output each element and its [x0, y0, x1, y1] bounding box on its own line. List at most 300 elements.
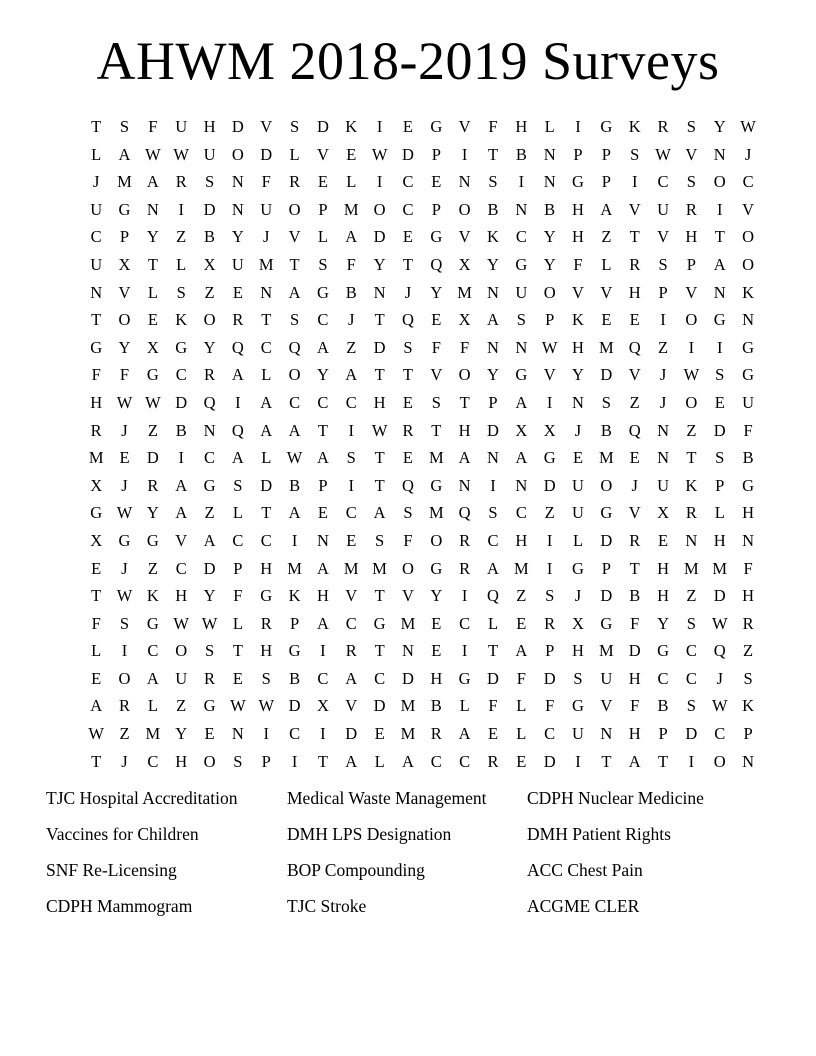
grid-cell: F — [91, 365, 101, 385]
grid-cell: E — [317, 172, 328, 192]
grid-cell: A — [231, 365, 244, 385]
grid-cell: R — [204, 668, 216, 688]
grid-cell: C — [657, 668, 669, 688]
grid-cell: I — [178, 448, 184, 468]
grid-cell: P — [658, 282, 668, 302]
grid-cell: T — [402, 365, 413, 385]
grid-cell: A — [118, 144, 131, 164]
grid-cell: L — [232, 613, 243, 633]
grid-cell: M — [400, 696, 416, 716]
grid-cell: Z — [204, 503, 215, 523]
grid-cell: Q — [401, 310, 414, 330]
grid-cell: W — [88, 724, 104, 744]
grid-cell: J — [121, 420, 128, 440]
grid-cell: R — [175, 172, 187, 192]
grid-cell: Z — [544, 503, 555, 523]
grid-cell: S — [375, 530, 385, 550]
grid-cell: W — [173, 613, 189, 633]
grid-cell: K — [742, 696, 755, 716]
grid-row — [82, 444, 762, 472]
grid-cell: V — [458, 117, 471, 136]
grid-cell: E — [402, 448, 413, 468]
grid-cell: N — [203, 420, 216, 440]
grid-row — [82, 499, 762, 527]
grid-cell: I — [631, 172, 638, 192]
grid-cell: A — [231, 448, 244, 468]
grid-row — [82, 334, 762, 362]
grid-cell: Q — [713, 641, 726, 661]
grid-cell: R — [629, 530, 641, 550]
grid-cell: C — [345, 503, 357, 523]
grid-cell: A — [260, 420, 273, 440]
grid-row — [82, 196, 762, 224]
grid-cell: Z — [346, 337, 357, 357]
grid-cell: I — [320, 724, 326, 744]
grid-cell: P — [601, 144, 611, 164]
grid-cell: J — [348, 310, 355, 330]
grid-cell: B — [600, 420, 612, 440]
grid-cell: P — [431, 199, 441, 219]
grid-cell: A — [316, 448, 329, 468]
grid-cell: J — [404, 282, 412, 302]
grid-cell: P — [686, 254, 696, 274]
grid-cell: T — [374, 365, 385, 385]
word-list-item: Medical Waste Management — [287, 788, 487, 808]
grid-row — [82, 168, 762, 196]
word-list-item: SNF Re-Licensing — [46, 860, 177, 880]
grid-cell: P — [601, 172, 611, 192]
grid-cell: X — [118, 254, 131, 274]
grid-cell: P — [289, 613, 300, 633]
grid-cell: W — [740, 117, 756, 136]
grid-cell: K — [146, 586, 159, 606]
grid-cell: W — [116, 503, 133, 523]
grid-cell: E — [516, 613, 527, 633]
grid-cell: V — [742, 199, 755, 219]
grid-cell: M — [145, 724, 161, 744]
grid-cell: H — [572, 641, 584, 661]
grid-cell: L — [601, 254, 612, 274]
grid-cell: H — [175, 586, 188, 606]
grid-cell: E — [147, 310, 158, 330]
grid-cell: R — [742, 613, 754, 633]
grid-cell: T — [232, 641, 243, 661]
grid-cell: G — [600, 613, 613, 633]
grid-cell: W — [145, 144, 161, 164]
grid-cell: C — [459, 751, 471, 771]
grid-cell: O — [203, 751, 216, 771]
grid-cell: O — [713, 751, 726, 771]
grid-cell: M — [428, 448, 444, 468]
grid-cell: L — [374, 751, 385, 771]
grid-cell: C — [345, 392, 357, 412]
grid-cell: X — [90, 475, 103, 495]
grid-cell: R — [147, 475, 159, 495]
grid-cell: W — [655, 144, 671, 164]
grid-cell: C — [685, 641, 697, 661]
grid-cell: N — [90, 282, 103, 302]
grid-cell: S — [233, 475, 243, 495]
grid-cell: T — [91, 751, 102, 771]
grid-cell: A — [260, 392, 273, 412]
grid-cell: D — [260, 144, 273, 164]
grid-cell: U — [742, 392, 755, 412]
grid-cell: X — [316, 696, 329, 716]
grid-cell: C — [317, 392, 329, 412]
grid-cell: S — [686, 117, 696, 136]
word-list-item: TJC Hospital Accreditation — [46, 788, 238, 808]
grid-cell: N — [487, 448, 499, 468]
grid-cell: G — [118, 530, 131, 550]
grid-cell: H — [572, 199, 584, 219]
grid-cell: D — [345, 724, 358, 744]
grid-cell: U — [231, 254, 244, 274]
grid-cell: A — [175, 503, 188, 523]
grid-cell: T — [629, 558, 640, 578]
grid-cell: O — [175, 641, 188, 661]
grid-cell: A — [345, 751, 358, 771]
grid-cell: A — [288, 420, 301, 440]
grid-cell: T — [261, 310, 272, 330]
grid-cell: J — [263, 227, 270, 247]
grid-cell: S — [686, 696, 696, 716]
grid-cell: J — [659, 392, 667, 412]
grid-cell: O — [118, 310, 131, 330]
grid-cell: F — [573, 254, 583, 274]
grid-cell: T — [629, 227, 640, 247]
word-list-item: Vaccines for Children — [46, 824, 199, 844]
grid-cell: T — [402, 254, 413, 274]
grid-cell: O — [458, 199, 471, 219]
grid-cell: G — [316, 282, 329, 302]
grid-cell: N — [487, 282, 499, 302]
grid-cell: D — [373, 227, 386, 247]
grid-row — [82, 692, 762, 720]
grid-cell: V — [260, 117, 273, 136]
grid-cell: Z — [204, 282, 215, 302]
grid-cell: W — [371, 420, 388, 440]
grid-cell: X — [543, 420, 556, 440]
grid-cell: O — [742, 254, 755, 274]
grid-cell: U — [260, 199, 273, 219]
grid-cell: N — [231, 172, 244, 192]
grid-cell: G — [146, 613, 159, 633]
grid-cell: E — [402, 392, 413, 412]
grid-cell: D — [713, 586, 726, 606]
grid-cell: D — [373, 337, 386, 357]
grid-cell: R — [204, 365, 216, 385]
grid-cell: J — [659, 365, 667, 385]
grid-cell: N — [713, 144, 726, 164]
grid-cell: O — [288, 365, 301, 385]
grid-cell: E — [317, 503, 328, 523]
grid-cell: S — [289, 310, 300, 330]
grid-cell: G — [458, 668, 471, 688]
grid-cell: E — [516, 751, 527, 771]
grid-cell: T — [601, 751, 612, 771]
grid-cell: T — [91, 310, 102, 330]
grid-cell: N — [742, 310, 755, 330]
grid-cell: E — [658, 530, 669, 550]
grid-cell: G — [572, 558, 584, 578]
grid-cell: T — [289, 254, 300, 274]
grid-cell: K — [685, 475, 698, 495]
grid-cell: G — [203, 475, 216, 495]
grid-cell: E — [374, 724, 385, 744]
grid-cell: P — [545, 310, 555, 330]
grid-cell: A — [203, 530, 216, 550]
grid-cell: C — [90, 227, 102, 247]
grid-cell: R — [459, 530, 471, 550]
grid-cell: S — [176, 282, 186, 302]
grid-cell: W — [683, 365, 700, 385]
grid-cell: P — [318, 475, 328, 495]
grid-cell: E — [629, 310, 640, 330]
grid-cell: D — [543, 475, 556, 495]
grid-cell: Q — [401, 475, 414, 495]
grid-cell: S — [346, 448, 356, 468]
grid-cell: W — [116, 392, 133, 412]
grid-cell: S — [431, 392, 441, 412]
grid-cell: V — [118, 282, 131, 302]
grid-cell: Y — [430, 282, 443, 302]
grid-cell: C — [204, 448, 216, 468]
grid-cell: N — [657, 420, 669, 440]
grid-cell: R — [345, 641, 357, 661]
grid-cell: V — [543, 365, 556, 385]
grid-cell: N — [742, 530, 755, 550]
grid-cell: W — [371, 144, 388, 164]
grid-cell: H — [713, 530, 726, 550]
grid-cell: O — [713, 172, 726, 192]
grid-cell: B — [515, 144, 527, 164]
grid-cell: M — [343, 199, 359, 219]
grid-row — [82, 417, 762, 445]
grid-cell: L — [91, 641, 102, 661]
grid-cell: A — [175, 475, 188, 495]
grid-cell: R — [629, 254, 641, 274]
word-list-item: TJC Stroke — [287, 896, 367, 916]
grid-cell: C — [487, 530, 499, 550]
grid-cell: B — [289, 475, 301, 495]
grid-cell: U — [657, 475, 669, 495]
grid-row — [82, 141, 762, 169]
grid-cell: R — [90, 420, 102, 440]
grid-cell: L — [572, 530, 584, 550]
grid-cell: C — [289, 392, 301, 412]
grid-cell: V — [600, 282, 613, 302]
grid-cell: R — [657, 117, 669, 136]
grid-cell: A — [90, 696, 103, 716]
grid-cell: G — [118, 199, 131, 219]
grid-cell: T — [374, 586, 385, 606]
grid-cell: S — [403, 337, 413, 357]
grid-cell: F — [488, 696, 498, 716]
word-list-item: ACC Chest Pain — [527, 860, 643, 880]
grid-cell: H — [742, 503, 755, 523]
grid-cell: N — [458, 475, 471, 495]
grid-cell: Y — [175, 724, 188, 744]
grid-cell: Y — [316, 365, 329, 385]
grid-cell: G — [742, 337, 755, 357]
grid-cell: R — [260, 613, 272, 633]
grid-cell: B — [204, 227, 216, 247]
grid-cell: Z — [176, 696, 187, 716]
word-list-item: DMH LPS Designation — [287, 824, 452, 844]
grid-cell: A — [515, 448, 528, 468]
grid-cell: L — [487, 613, 499, 633]
grid-cell: E — [431, 641, 442, 661]
grid-cell: L — [516, 724, 527, 744]
grid-cell: S — [204, 641, 215, 661]
grid-cell: E — [487, 724, 499, 744]
grid-cell: U — [572, 503, 584, 523]
grid-cell: D — [543, 751, 556, 771]
grid-row — [82, 223, 762, 251]
grid-cell: N — [515, 199, 528, 219]
grid-cell: A — [515, 641, 528, 661]
grid-cell: Q — [458, 503, 471, 523]
grid-cell: Z — [119, 724, 130, 744]
grid-cell: Z — [516, 586, 527, 606]
grid-cell: B — [289, 668, 301, 688]
grid-cell: H — [742, 586, 755, 606]
grid-cell: W — [711, 613, 728, 633]
grid-cell: U — [657, 199, 669, 219]
grid-cell: M — [287, 558, 302, 578]
grid-cell: J — [744, 144, 752, 164]
grid-cell: N — [401, 641, 414, 661]
grid-cell: P — [658, 724, 668, 744]
grid-cell: W — [201, 613, 218, 633]
grid-cell: I — [716, 199, 723, 219]
grid-cell: V — [685, 282, 698, 302]
grid-cell: E — [402, 227, 413, 247]
grid-cell: C — [175, 365, 187, 385]
grid-cell: H — [260, 558, 273, 578]
grid-cell: T — [658, 751, 669, 771]
grid-cell: S — [686, 172, 696, 192]
grid-row — [82, 748, 762, 776]
grid-cell: H — [657, 586, 669, 606]
grid-cell: G — [600, 503, 613, 523]
grid-cell: T — [374, 448, 385, 468]
grid-cell: A — [316, 613, 329, 633]
grid-cell: S — [289, 117, 300, 136]
grid-cell: N — [742, 751, 755, 771]
grid-cell: A — [316, 558, 329, 578]
grid-cell: E — [232, 282, 243, 302]
grid-cell: V — [628, 365, 641, 385]
grid-cell: W — [541, 337, 558, 357]
grid-cell: F — [233, 586, 243, 606]
grid-cell: I — [575, 751, 581, 771]
grid-cell: N — [260, 282, 273, 302]
grid-cell: U — [515, 282, 528, 302]
grid-cell: M — [599, 337, 614, 357]
grid-cell: W — [116, 586, 133, 606]
grid-cell: V — [316, 144, 329, 164]
grid-cell: O — [288, 199, 301, 219]
grid-cell: N — [458, 172, 471, 192]
grid-cell: K — [288, 586, 301, 606]
grid-cell: T — [374, 475, 385, 495]
grid-cell: E — [346, 530, 357, 550]
grid-cell: O — [685, 310, 698, 330]
grid-cell: F — [743, 420, 753, 440]
grid-cell: T — [91, 586, 102, 606]
grid-cell: V — [401, 586, 414, 606]
grid-cell: V — [600, 696, 613, 716]
grid-cell: H — [685, 227, 698, 247]
grid-cell: E — [601, 310, 612, 330]
grid-cell: S — [715, 448, 725, 468]
grid-cell: V — [628, 503, 641, 523]
grid-cell: Z — [147, 420, 158, 440]
grid-cell: C — [175, 558, 187, 578]
grid-cell: Y — [231, 227, 244, 247]
grid-cell: Z — [147, 558, 158, 578]
grid-cell: P — [573, 144, 583, 164]
grid-cell: C — [317, 310, 329, 330]
grid-cell: X — [572, 613, 584, 633]
grid-cell: E — [204, 724, 215, 744]
grid-cell: T — [261, 503, 272, 523]
grid-cell: T — [714, 227, 725, 247]
grid-cell: I — [546, 558, 553, 578]
grid-cell: O — [231, 144, 244, 164]
grid-cell: I — [348, 420, 355, 440]
grid-cell: X — [90, 530, 103, 550]
word-list-item: BOP Compounding — [287, 860, 425, 880]
grid-cell: H — [316, 586, 329, 606]
grid-cell: R — [402, 420, 414, 440]
grid-cell: S — [630, 144, 640, 164]
grid-cell: M — [400, 613, 416, 633]
grid-cell: G — [90, 337, 103, 357]
grid-cell: O — [373, 199, 386, 219]
grid-cell: U — [572, 724, 584, 744]
grid-cell: Y — [146, 503, 159, 523]
grid-cell: I — [518, 172, 525, 192]
grid-cell: X — [203, 254, 216, 274]
grid-cell: W — [258, 696, 275, 716]
grid-cell: I — [263, 724, 269, 744]
grid-cell: P — [715, 475, 725, 495]
grid-cell: O — [600, 475, 613, 495]
grid-cell: H — [175, 751, 188, 771]
grid-cell: C — [657, 172, 669, 192]
grid-cell: B — [629, 586, 641, 606]
grid-cell: I — [376, 172, 383, 192]
grid-cell: M — [712, 558, 728, 578]
grid-cell: I — [121, 641, 128, 661]
grid-cell: O — [685, 392, 698, 412]
grid-cell: Y — [657, 613, 669, 633]
word-search-grid — [82, 113, 762, 775]
grid-cell: F — [460, 337, 470, 357]
grid-cell: C — [317, 668, 329, 688]
grid-cell: K — [572, 310, 584, 330]
grid-cell: S — [488, 172, 498, 192]
grid-cell: V — [458, 227, 471, 247]
grid-cell: C — [147, 751, 159, 771]
grid-cell: C — [260, 530, 272, 550]
grid-cell: H — [458, 420, 471, 440]
grid-cell: K — [487, 227, 499, 247]
grid-cell: F — [516, 668, 526, 688]
grid-cell: C — [544, 724, 556, 744]
